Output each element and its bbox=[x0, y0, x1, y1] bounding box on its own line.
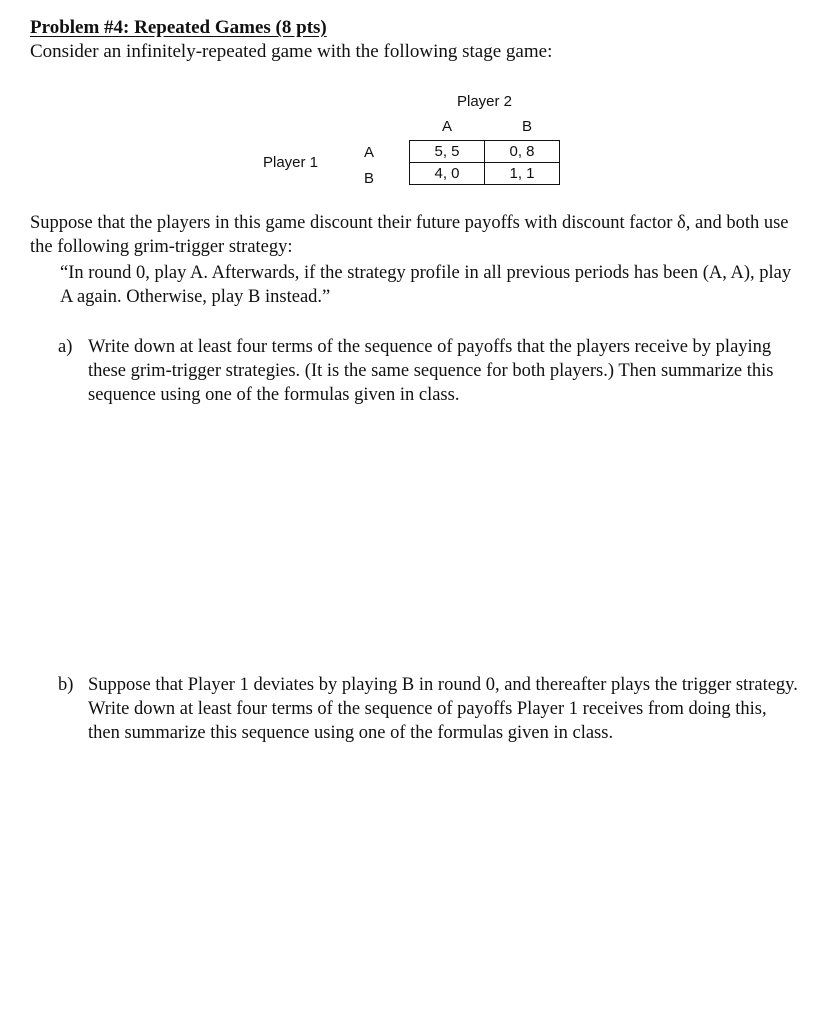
payoff-row-b bbox=[410, 163, 560, 185]
question-a-label: a) bbox=[58, 337, 73, 357]
problem-intro: Consider an infinitely-repeated game with the following stage game: bbox=[30, 41, 553, 62]
problem-title: Problem #4: Repeated Games (8 pts) bbox=[30, 17, 327, 38]
grim-trigger-quote: “In round 0, play A. Afterwards, if the strategy profile in all previous periods has been (A, A), play A again. Otherwise, play B instead.” bbox=[60, 263, 792, 307]
player2-label: Player 2 bbox=[457, 93, 513, 110]
discount-paragraph: Suppose that the players in this game discount their future payoffs with discount factor δ, and both use the following grim-trigger strategy: bbox=[30, 213, 789, 257]
question-b-text: Suppose that Player 1 deviates by playing B in round 0, and thereafter plays the trigger strategy. Write down at least four terms of the sequence of payoffs Player 1 receives from doing this, then summarize this sequence using one of the formulas given in class. bbox=[88, 675, 798, 743]
question-b bbox=[58, 673, 798, 745]
payoff-cell-ab: 0, 8 bbox=[485, 141, 560, 163]
column-header-b: B bbox=[522, 118, 533, 135]
question-b-label: b) bbox=[58, 675, 74, 695]
row-header-a: A bbox=[364, 144, 375, 161]
payoff-cell-bb: 1, 1 bbox=[485, 163, 560, 185]
row-header-b: B bbox=[364, 170, 375, 187]
payoff-cell-aa: 5, 5 bbox=[410, 141, 485, 163]
payoff-cell-ba: 4, 0 bbox=[410, 163, 485, 185]
payoff-row-a bbox=[410, 141, 560, 163]
payoff-table bbox=[409, 140, 560, 185]
question-a-text: Write down at least four terms of the sequence of payoffs that the players receive by playing these grim-trigger strategies. (It is the same sequence for both players.) Then summarize this sequence using one of the formulas given in class. bbox=[88, 337, 774, 405]
question-a bbox=[58, 335, 798, 407]
player1-label: Player 1 bbox=[263, 154, 319, 171]
column-header-a: A bbox=[442, 118, 453, 135]
